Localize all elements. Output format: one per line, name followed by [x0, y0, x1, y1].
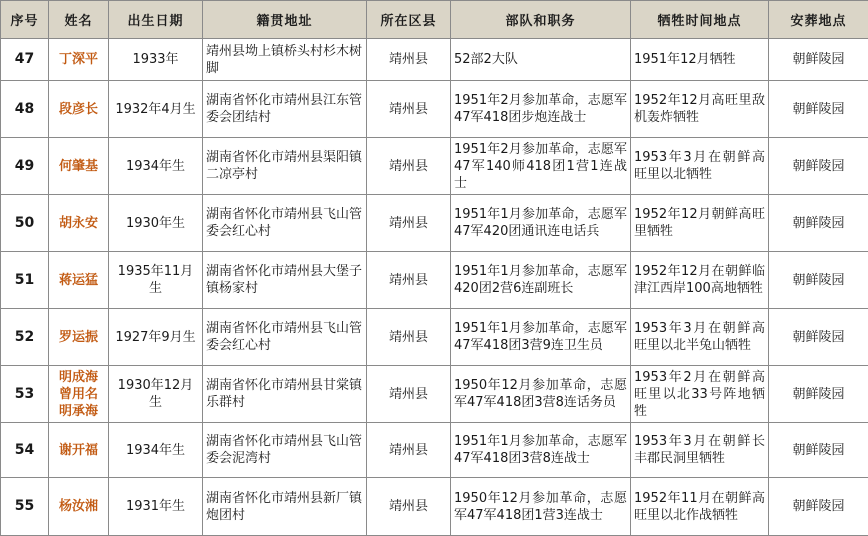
- row-birth: 1930年生: [109, 195, 203, 252]
- row-address: 湖南省怀化市靖州县新厂镇炮团村: [203, 478, 367, 536]
- table-row: [1, 366, 868, 423]
- row-county: 靖州县: [367, 195, 451, 252]
- table-row: [1, 195, 868, 252]
- row-burial: 朝鲜陵园: [769, 366, 868, 423]
- row-burial: 朝鲜陵园: [769, 39, 868, 81]
- row-index: 55: [1, 478, 49, 536]
- row-name: 谢开福: [49, 423, 109, 478]
- row-name: 明成海曾用名明承海: [49, 366, 109, 423]
- row-address: 湖南省怀化市靖州县飞山管委会红心村: [203, 195, 367, 252]
- row-county: 靖州县: [367, 309, 451, 366]
- row-birth: 1934年生: [109, 138, 203, 195]
- row-index: 54: [1, 423, 49, 478]
- row-birth: 1930年12月生: [109, 366, 203, 423]
- row-burial: 朝鲜陵园: [769, 81, 868, 138]
- row-burial: 朝鲜陵园: [769, 252, 868, 309]
- table-row: [1, 81, 868, 138]
- row-burial: 朝鲜陵园: [769, 478, 868, 536]
- row-death: 1952年12月朝鲜高旺里牺牲: [631, 195, 769, 252]
- table-row: [1, 423, 868, 478]
- header-burial-place: 安葬地点: [769, 1, 868, 39]
- header-death-time-place: 牺牲时间地点: [631, 1, 769, 39]
- row-county: 靖州县: [367, 366, 451, 423]
- table-row: [1, 252, 868, 309]
- row-death: 1952年12月高旺里敌机轰炸牺牲: [631, 81, 769, 138]
- row-unit: 1950年12月参加革命，志愿军47军418团1营3连战士: [451, 478, 631, 536]
- table-row: [1, 39, 868, 81]
- header-name: 姓名: [49, 1, 109, 39]
- header-county: 所在区县: [367, 1, 451, 39]
- row-death: 1953年3月在朝鲜高旺里以北半兔山牺牲: [631, 309, 769, 366]
- row-name: 杨汝湘: [49, 478, 109, 536]
- row-index: 49: [1, 138, 49, 195]
- row-unit: 1950年12月参加革命，志愿军47军418团3营8连话务员: [451, 366, 631, 423]
- row-burial: 朝鲜陵园: [769, 309, 868, 366]
- row-unit: 1951年1月参加革命，志愿军47军420团通讯连电话兵: [451, 195, 631, 252]
- row-county: 靖州县: [367, 423, 451, 478]
- row-name: 段彦长: [49, 81, 109, 138]
- row-unit: 1951年2月参加革命，志愿军47军140师418团1营1连战士: [451, 138, 631, 195]
- row-address: 湖南省怀化市靖州县飞山管委会红心村: [203, 309, 367, 366]
- row-unit: 1951年2月参加革命，志愿军47军418团步炮连战士: [451, 81, 631, 138]
- table-row: [1, 309, 868, 366]
- row-unit: 1951年1月参加革命，志愿军47军418团3营8连战士: [451, 423, 631, 478]
- row-death: 1953年2月在朝鲜高旺里以北33号阵地牺牲: [631, 366, 769, 423]
- table-row: [1, 478, 868, 536]
- row-burial: 朝鲜陵园: [769, 423, 868, 478]
- row-county: 靖州县: [367, 478, 451, 536]
- row-address: 靖州县坳上镇桥头村杉木树脚: [203, 39, 367, 81]
- row-death: 1952年11月在朝鲜高旺里以北作战牺牲: [631, 478, 769, 536]
- row-burial: 朝鲜陵园: [769, 138, 868, 195]
- row-address: 湖南省怀化市靖州县甘棠镇乐群村: [203, 366, 367, 423]
- header-unit-position: 部队和职务: [451, 1, 631, 39]
- row-index: 47: [1, 39, 49, 81]
- row-name: 丁深平: [49, 39, 109, 81]
- row-county: 靖州县: [367, 138, 451, 195]
- row-birth: 1935年11月生: [109, 252, 203, 309]
- row-index: 50: [1, 195, 49, 252]
- header-row: [1, 1, 868, 39]
- row-name: 罗运振: [49, 309, 109, 366]
- row-county: 靖州县: [367, 252, 451, 309]
- row-birth: 1931年生: [109, 478, 203, 536]
- header-native-address: 籍贯地址: [203, 1, 367, 39]
- row-death: 1951年12月牺牲: [631, 39, 769, 81]
- row-name: 何肇基: [49, 138, 109, 195]
- row-index: 48: [1, 81, 49, 138]
- row-name: 蒋运猛: [49, 252, 109, 309]
- row-address: 湖南省怀化市靖州县飞山管委会泥湾村: [203, 423, 367, 478]
- row-unit: 1951年1月参加革命，志愿军420团2营6连副班长: [451, 252, 631, 309]
- row-county: 靖州县: [367, 39, 451, 81]
- row-birth: 1927年9月生: [109, 309, 203, 366]
- row-birth: 1932年4月生: [109, 81, 203, 138]
- row-birth: 1934年生: [109, 423, 203, 478]
- row-death: 1953年3月在朝鲜高旺里以北牺牲: [631, 138, 769, 195]
- row-address: 湖南省怀化市靖州县渠阳镇二凉亭村: [203, 138, 367, 195]
- row-death: 1952年12月在朝鲜临津江西岸100高地牺牲: [631, 252, 769, 309]
- table-row: [1, 138, 868, 195]
- header-index: 序号: [1, 1, 49, 39]
- header-birth-date: 出生日期: [109, 1, 203, 39]
- row-county: 靖州县: [367, 81, 451, 138]
- row-address: 湖南省怀化市靖州县江东管委会团结村: [203, 81, 367, 138]
- row-index: 52: [1, 309, 49, 366]
- row-burial: 朝鲜陵园: [769, 195, 868, 252]
- row-unit: 1951年1月参加革命，志愿军47军418团3营9连卫生员: [451, 309, 631, 366]
- row-index: 51: [1, 252, 49, 309]
- row-death: 1953年3月在朝鲜长丰郡民洞里牺牲: [631, 423, 769, 478]
- row-index: 53: [1, 366, 49, 423]
- row-address: 湖南省怀化市靖州县大堡子镇杨家村: [203, 252, 367, 309]
- row-birth: 1933年: [109, 39, 203, 81]
- row-unit: 52部2大队: [451, 39, 631, 81]
- row-name: 胡永安: [49, 195, 109, 252]
